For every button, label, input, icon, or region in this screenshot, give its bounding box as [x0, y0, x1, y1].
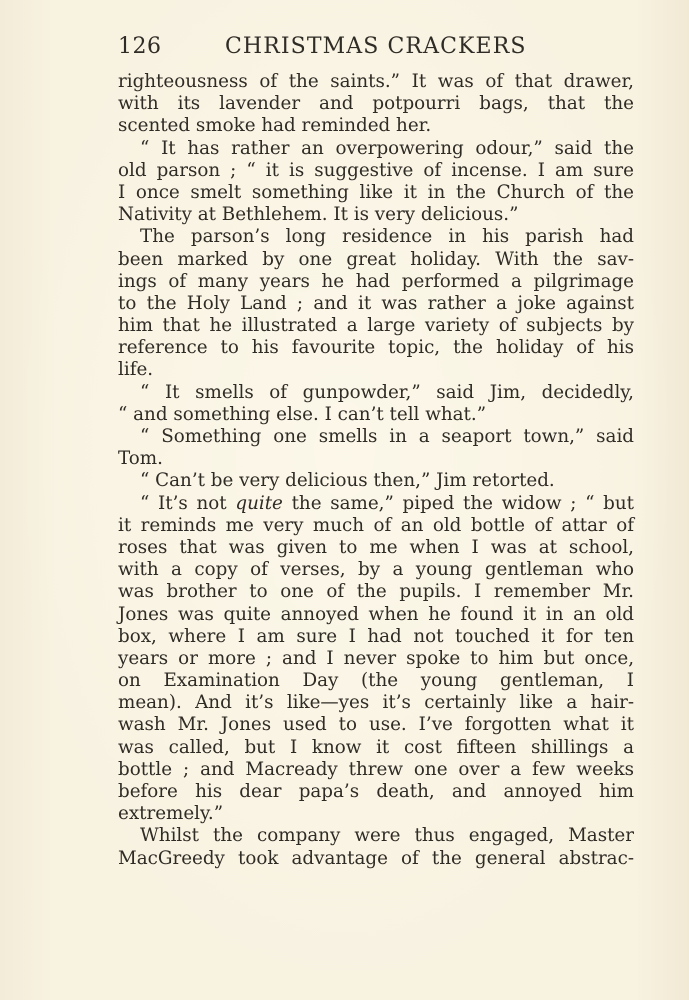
page-header [118, 34, 536, 66]
text-line: mean). And it’s like—yes it’s certainly like a hair- [118, 692, 634, 714]
text-line: I once smelt something like it in the Church of the [118, 181, 634, 203]
text-line: extremely.” [118, 803, 224, 825]
text-line: Whilst the company were thus engaged, Master [140, 825, 634, 847]
text-line: with a copy of verses, by a young gentleman who [118, 559, 634, 581]
text-line: before his dear papa’s death, and annoyed him [118, 781, 634, 802]
body-text [118, 71, 634, 870]
text-line: Nativity at Bethlehem. It is very delicious.” [118, 204, 519, 226]
italic-word: quite [235, 492, 283, 514]
text-line: on Examination Day (the young gentleman, I [118, 670, 634, 692]
text-line: “ and something else. I can’t tell what.” [118, 403, 487, 425]
text-span: the same,” piped the widow ; “ but [282, 492, 634, 514]
text-line: was called, but I know it cost fifteen shillings a [118, 736, 634, 758]
text-line-with-italic [118, 493, 634, 515]
text-line: was brother to one of the pupils. I remember Mr. [118, 581, 634, 603]
text-line: righteousness of the saints.” It was of that drawer, [118, 71, 634, 92]
text-line: been marked by one great holiday. With the sav- [118, 248, 634, 270]
text-line: “ It has rather an overpowering odour,” said the [140, 137, 634, 159]
text-span: “ It’s not [140, 492, 236, 514]
text-line: to the Holy Land ; and it was rather a joke against [118, 292, 634, 314]
text-line: with its lavender and potpourri bags, that the [118, 93, 634, 115]
text-line: reference to his favourite topic, the holiday of his [118, 337, 634, 359]
text-line: scented smoke had reminded her. [118, 115, 432, 137]
text-line: life. [118, 359, 154, 381]
text-line: old parson ; “ it is suggestive of incense. I am sure [118, 159, 634, 181]
text-line: him that he illustrated a large variety of subjects by [118, 315, 634, 337]
text-line: “ It smells of gunpowder,” said Jim, decidedly, [140, 381, 634, 403]
text-line: ings of many years he had performed a pilgrimage [118, 270, 634, 292]
page-number: 126 [118, 34, 162, 59]
text-line: The parson’s long residence in his parish had [140, 226, 634, 248]
text-line: Jones was quite annoyed when he found it in an old [118, 603, 634, 625]
text-line: bottle ; and Macready threw one over a few weeks [118, 758, 634, 780]
text-line: “ Can’t be very delicious then,” Jim retorted. [140, 470, 555, 492]
text-line: years or more ; and I never spoke to him but once, [118, 647, 634, 669]
text-line: MacGreedy took advantage of the general abstrac- [118, 847, 634, 869]
text-line: wash Mr. Jones used to use. I’ve forgotten what it [118, 714, 634, 736]
text-line: “ Something one smells in a seaport town,” said [140, 426, 634, 447]
text-line: Tom. [118, 448, 163, 470]
running-title: CHRISTMAS CRACKERS [225, 34, 527, 59]
text-line: box, where I am sure I had not touched it for ten [118, 625, 634, 647]
text-line: roses that was given to me when I was at school, [118, 536, 634, 558]
text-line: it reminds me very much of an old bottle of attar of [118, 514, 634, 536]
